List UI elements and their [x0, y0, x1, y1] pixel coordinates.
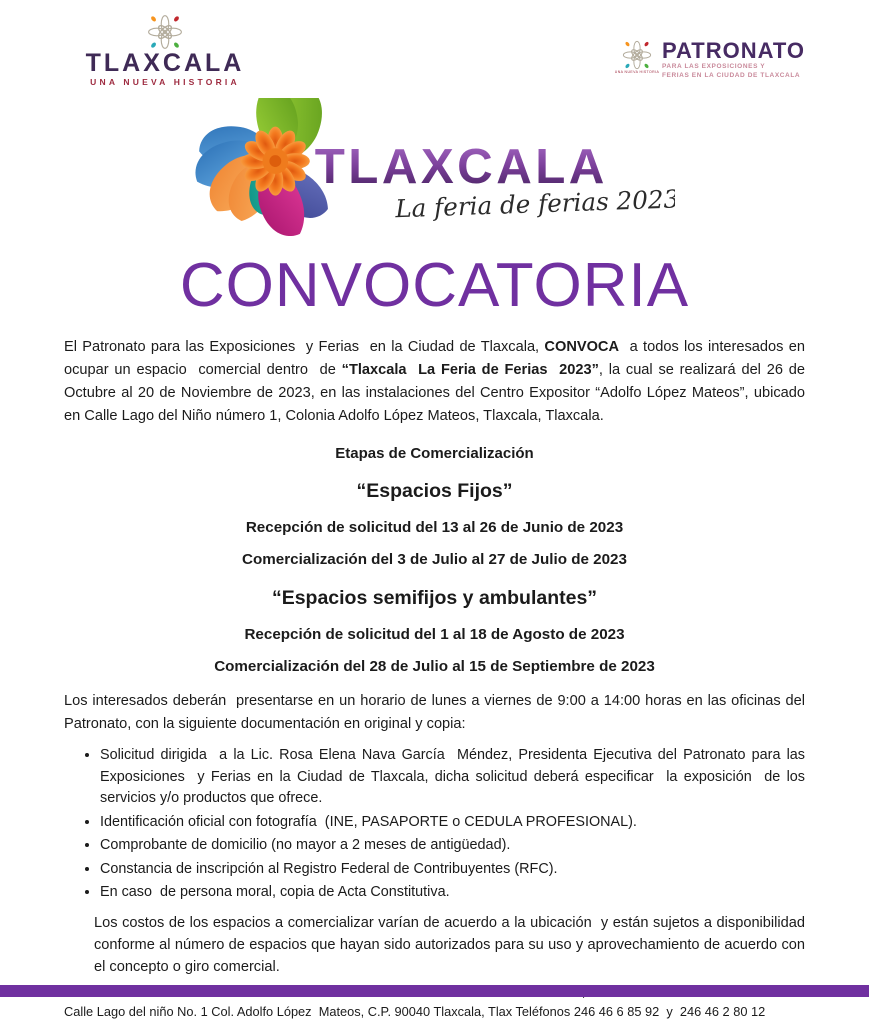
feria-wordmark: TLAXCALA [314, 138, 608, 194]
requirement-item: • En caso de persona moral, copia de Acta Constitutiva. [100, 882, 805, 904]
requirement-item: • Solicitud dirigida a la Lic. Rosa Elena Nava García Méndez, Presidenta Ejecutiva del Patronato para las Exposiciones y Ferias en la Ciudad de Tlaxcala, dicha solicitud deberá especificar la exposición de los servicios y/o productos que ofrece. [100, 745, 805, 810]
tlaxcala-logo [85, 14, 245, 88]
etapas-heading: Etapas de Comercialización [335, 445, 534, 462]
requirement-item: • Constancia de inscripción al Registro Federal de Contribuyentes (RFC). [100, 859, 805, 881]
fijos-comercializacion-line: Comercialización del 3 de Julio al 27 de Julio de 2023 [242, 551, 627, 568]
feria-tagline: La feria de ferias 2023 [394, 184, 675, 224]
intro-paragraph [64, 336, 810, 428]
intro-part1: El Patronato para las Exposiciones y Ferias en la Ciudad de Tlaxcala, [64, 339, 545, 355]
page-title: CONVOCATORIA [179, 251, 690, 320]
intro-convoca: CONVOCA [544, 339, 620, 355]
tlaxcala-rosette-icon [146, 14, 184, 50]
espacios-fijos-heading: “Espacios Fijos” [356, 480, 513, 502]
intro-feria-name: “Tlaxcala La Feria de Ferias 2023” [341, 362, 599, 378]
patronato-flower-caption: UNA NUEVA HISTORIA [614, 70, 660, 74]
patronato-rosette-icon [621, 40, 653, 70]
espacios-semifijos-heading: “Espacios semifijos y ambulantes” [271, 587, 598, 609]
tlaxcala-logo-subtitle: UNA NUEVA HISTORIA [90, 77, 240, 87]
requirement-item: • Comprobante de domicilio (no mayor a 2 meses de antigüedad). [100, 835, 805, 857]
patronato-logo-subtitle-2: FERIAS EN LA CIUDAD DE TLAXCALA [661, 72, 801, 79]
costs-paragraph: Los costos de los espacios a comercializar varían de acuerdo a la ubicación y están sujetos a disponibilidad conforme al número de espacios que hayan sido autorizados para su uso y aprovechamiento de acuerdo con el concepto o giro comercial. [94, 914, 810, 975]
footer-accent-bar [0, 985, 869, 997]
intro-part2: a todos los interesados en ocupar un espacio comercial dentro de [64, 339, 810, 378]
page-header [0, 0, 869, 92]
feria-flower-icon [195, 98, 675, 236]
footer-address: Calle Lago del niño No. 1 Col. Adolfo López Mateos, C.P. 90040 Tlaxcala, Tlax Teléfonos 246 46 6 85 92 y 246 46 2 80 12 [64, 1004, 766, 1019]
tlaxcala-logo-title: TLAXCALA [85, 49, 245, 77]
requirements-list [64, 745, 809, 904]
patronato-logo-subtitle-1: PARA LAS EXPOSICIONES Y [661, 63, 766, 70]
patronato-logo-title: PATRONATO [661, 38, 805, 63]
fijos-recepcion-line: Recepción de solicitud del 13 al 26 de Junio de 2023 [245, 519, 624, 536]
semifijos-recepcion-line: Recepción de solicitud del 1 al 18 de Agosto de 2023 [244, 626, 625, 643]
requirements-intro: Los interesados deberán presentarse en un horario de lunes a viernes de 9:00 a 14:00 horas en las oficinas del Patronato, con la siguiente documentación en original y copia: [64, 693, 810, 732]
intro-part3: , la cual se realizará del 26 de Octubre al 20 de Noviembre de 2023, en las instalaciones del Centro Expositor “Adolfo López Mateos”, ubicado en Calle Lago del Niño número 1, Colonia Adolfo López Mateos, Tlaxcala, Tlaxcala. [64, 362, 810, 424]
semifijos-comercializacion-line: Comercialización del 28 de Julio al 15 de Septiembre de 2023 [214, 658, 655, 675]
patronato-logo [614, 38, 805, 80]
feria-logo [195, 98, 675, 241]
requirement-item: • Identificación oficial con fotografía (INE, PASAPORTE o CEDULA PROFESIONAL). [100, 812, 805, 834]
